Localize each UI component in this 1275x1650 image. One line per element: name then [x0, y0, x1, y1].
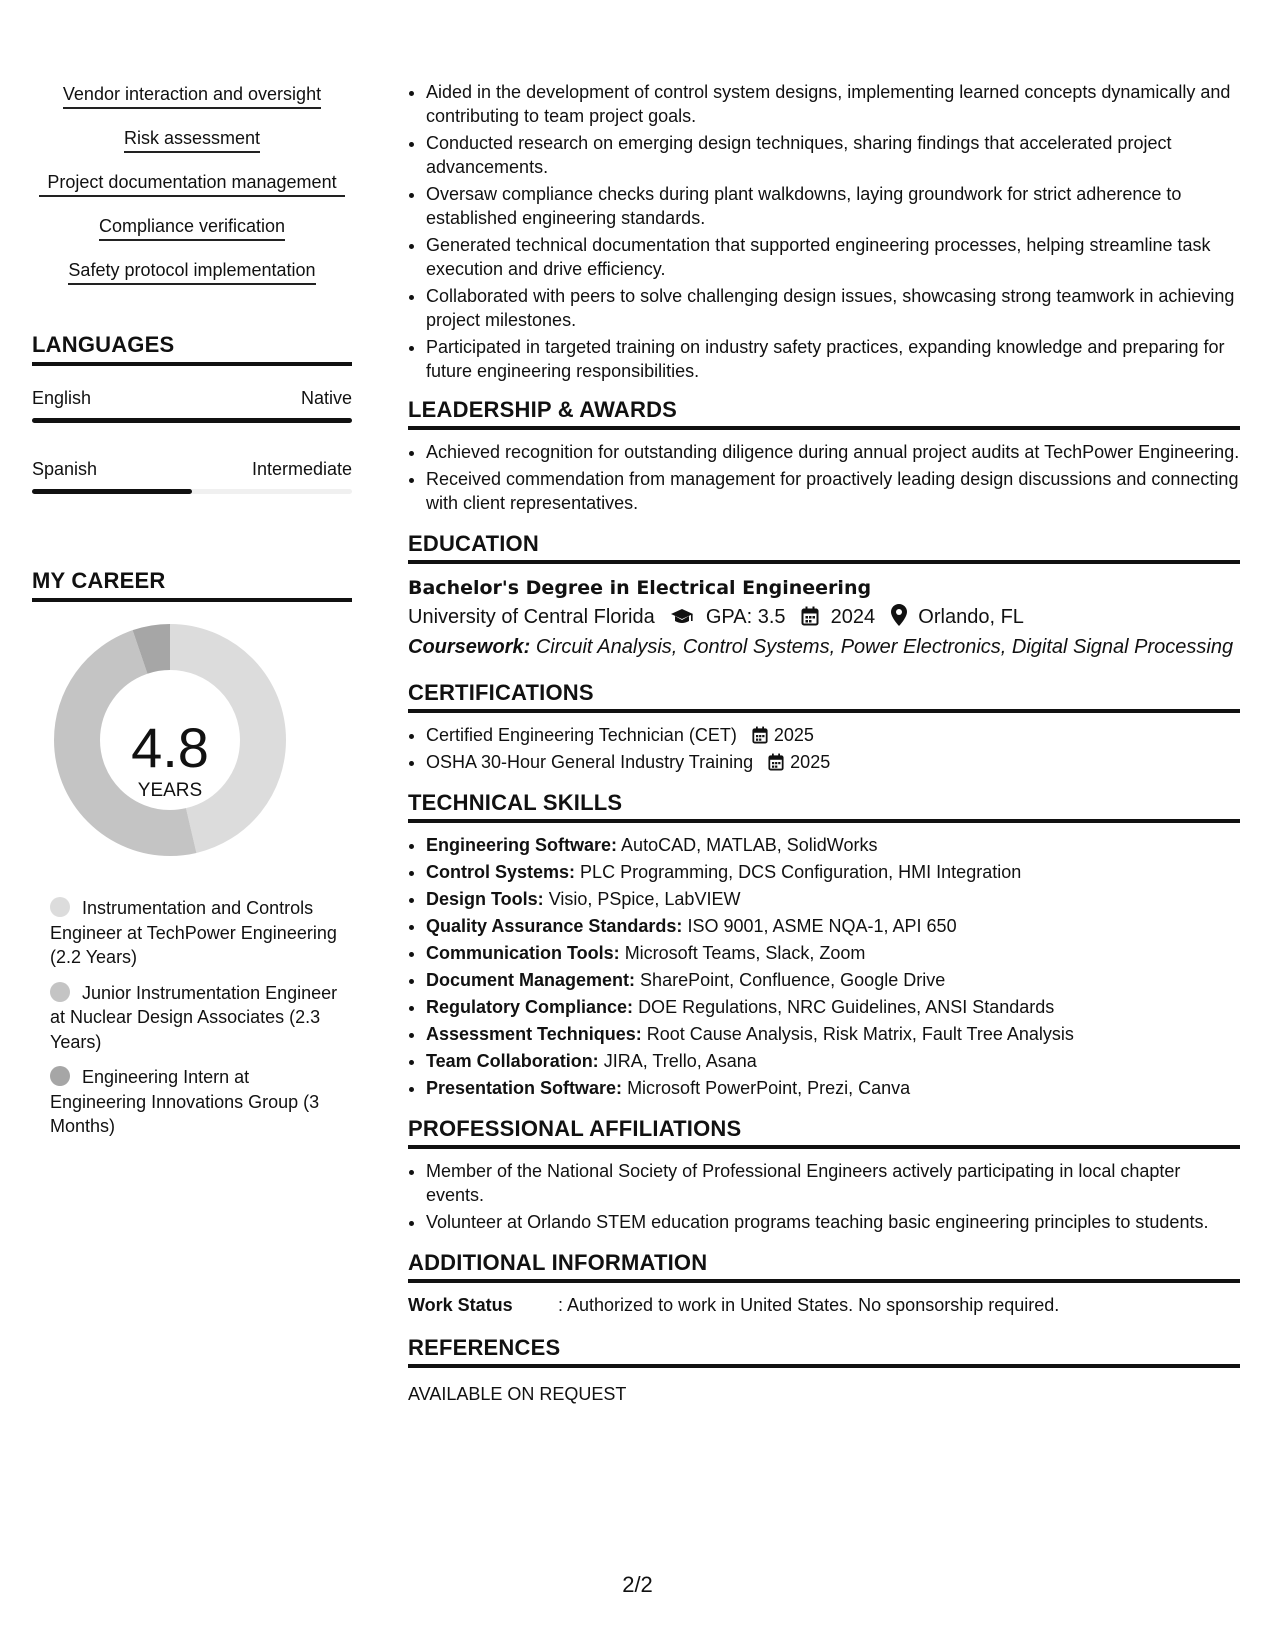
- skill-values: AutoCAD, MATLAB, SolidWorks: [621, 835, 878, 855]
- career-legend: [50, 896, 340, 1139]
- coursework: [408, 632, 1240, 662]
- skill-item: Risk assessment: [124, 126, 260, 153]
- skill-category: Engineering Software:: [426, 835, 618, 855]
- skill-item: Project documentation management: [39, 170, 345, 197]
- technical-skill-item: [426, 914, 1240, 938]
- legend-item: [50, 1065, 340, 1139]
- calendar-icon: [801, 606, 819, 626]
- skill-category: Team Collaboration:: [426, 1051, 599, 1071]
- technical-skills-list: [408, 833, 1240, 1100]
- leadership-item: • Received commendation from management for proactively leading design discussions and connecting with client representatives.: [426, 467, 1240, 515]
- language-level: Intermediate: [251, 459, 352, 479]
- skill-values: Microsoft Teams, Slack, Zoom: [624, 943, 866, 963]
- school-location: Orlando, FL: [918, 606, 1024, 628]
- language-bar: [32, 489, 352, 494]
- experience-bullet: • Aided in the development of control system designs, implementing learned concepts dynamically and contributing to team project goals.: [426, 80, 1240, 128]
- certifications-list: [408, 723, 1240, 774]
- work-status-value: : Authorized to work in United States. No sponsorship required.: [558, 1295, 1060, 1315]
- skill-item: Vendor interaction and oversight: [63, 82, 321, 109]
- career-unit: YEARS: [137, 780, 203, 801]
- coursework-label: Coursework:: [408, 636, 531, 658]
- references-text: AVAILABLE ON REQUEST: [408, 1384, 627, 1404]
- affiliation-item: • Volunteer at Orlando STEM education programs teaching basic engineering principles to students.: [426, 1210, 1240, 1234]
- skill-item: Safety protocol implementation: [68, 258, 315, 285]
- experience-bullet: • Generated technical documentation that supported engineering processes, helping streamline task execution and drive efficiency.: [426, 233, 1240, 281]
- skill-category: Communication Tools:: [426, 943, 620, 963]
- language-english: [32, 386, 352, 423]
- gpa: GPA: 3.5: [705, 606, 786, 628]
- legend-item: [50, 896, 340, 970]
- certification-item: [426, 723, 1240, 747]
- experience-bullets: [408, 80, 1240, 383]
- skill-category: Control Systems:: [426, 862, 576, 882]
- work-status-row: [408, 1293, 1240, 1317]
- skill-item: Compliance verification: [99, 214, 285, 241]
- experience-bullet: • Collaborated with peers to solve challenging design issues, showcasing strong teamwork in achieving project milestones.: [426, 284, 1240, 332]
- leadership-heading: LEADERSHIP & AWARDS: [408, 397, 1240, 430]
- affiliations-heading: PROFESSIONAL AFFILIATIONS: [408, 1116, 1240, 1149]
- skill-category: Assessment Techniques:: [426, 1024, 642, 1044]
- certification-year: 2025: [790, 752, 831, 772]
- skill-values: ISO 9001, ASME NQA-1, API 650: [687, 916, 957, 936]
- skill-category: Presentation Software:: [426, 1078, 623, 1098]
- technical-skill-item: [426, 1049, 1240, 1073]
- legend-dot: [50, 897, 70, 917]
- technical-skill-item: [426, 860, 1240, 884]
- skill-values: Microsoft PowerPoint, Prezi, Canva: [627, 1078, 911, 1098]
- skill-list: [32, 82, 352, 302]
- certification-item: [426, 750, 1240, 774]
- language-level: Native: [300, 388, 352, 408]
- skill-category: Quality Assurance Standards:: [426, 916, 683, 936]
- affiliation-item: • Member of the National Society of Professional Engineers actively participating in local chapter events.: [426, 1159, 1240, 1207]
- skill-values: DOE Regulations, NRC Guidelines, ANSI Standards: [638, 997, 1055, 1017]
- leadership-item: • Achieved recognition for outstanding diligence during annual project audits at TechPower Engineering.: [426, 440, 1240, 464]
- language-spanish: [32, 457, 352, 494]
- career-donut-chart: [32, 622, 352, 872]
- certification-name: OSHA 30-Hour General Industry Training: [426, 752, 754, 772]
- affiliations-list: [408, 1159, 1240, 1234]
- right-column: [408, 80, 1240, 1406]
- experience-bullet: • Conducted research on emerging design techniques, sharing findings that accelerated project advancements.: [426, 131, 1240, 179]
- legend-item: [50, 981, 340, 1055]
- skill-values: JIRA, Trello, Asana: [603, 1051, 757, 1071]
- language-bar: [32, 418, 352, 423]
- leadership-list: [408, 440, 1240, 515]
- certification-name: Certified Engineering Technician (CET): [426, 725, 737, 745]
- certification-year: 2025: [773, 725, 814, 745]
- skill-values: Root Cause Analysis, Risk Matrix, Fault Tree Analysis: [646, 1024, 1074, 1044]
- language-bar-fill: [32, 489, 192, 494]
- skill-values: PLC Programming, DCS Configuration, HMI Integration: [580, 862, 1022, 882]
- education-details: [408, 602, 1240, 632]
- additional-info-heading: ADDITIONAL INFORMATION: [408, 1250, 1240, 1283]
- technical-skills-heading: TECHNICAL SKILLS: [408, 790, 1240, 823]
- graduation-year: 2024: [830, 606, 876, 628]
- technical-skill-item: [426, 941, 1240, 965]
- skill-category: Document Management:: [426, 970, 636, 990]
- skill-category: Regulatory Compliance:: [426, 997, 634, 1017]
- school-name: University of Central Florida: [408, 606, 655, 628]
- technical-skill-item: [426, 887, 1240, 911]
- technical-skill-item: [426, 1076, 1240, 1100]
- work-status-label: Work Status: [408, 1295, 513, 1315]
- skill-values: Visio, PSpice, LabVIEW: [548, 889, 741, 909]
- legend-dot: [50, 1066, 70, 1086]
- language-name: English: [32, 388, 92, 408]
- degree-title: Bachelor's Degree in Electrical Engineering: [408, 577, 872, 599]
- legend-dot: [50, 982, 70, 1002]
- legend-label: Junior Instrumentation Engineer at Nuclear Design Associates (2.3 Years): [50, 982, 338, 1052]
- technical-skill-item: [426, 833, 1240, 857]
- career-total: 4.8: [131, 716, 209, 779]
- calendar-icon: [768, 753, 784, 771]
- education-entry: [408, 574, 1240, 662]
- language-name: Spanish: [32, 459, 98, 479]
- technical-skill-item: [426, 1022, 1240, 1046]
- experience-bullet: • Oversaw compliance checks during plant walkdowns, laying groundwork for strict adherence to established engineering standards.: [426, 182, 1240, 230]
- technical-skill-item: [426, 968, 1240, 992]
- left-column: [32, 82, 352, 1150]
- references-heading: REFERENCES: [408, 1335, 1240, 1368]
- languages-heading: LANGUAGES: [32, 332, 352, 366]
- graduation-cap-icon: [670, 608, 694, 626]
- experience-bullet: • Participated in targeted training on industry safety practices, expanding knowledge and preparing for future engineering responsibilities.: [426, 335, 1240, 383]
- skill-category: Design Tools:: [426, 889, 544, 909]
- education-heading: EDUCATION: [408, 531, 1240, 564]
- career-heading: MY CAREER: [32, 568, 352, 602]
- page-number: 2/2: [622, 1572, 653, 1597]
- certifications-heading: CERTIFICATIONS: [408, 680, 1240, 713]
- technical-skill-item: [426, 995, 1240, 1019]
- calendar-icon: [752, 726, 768, 744]
- skill-values: SharePoint, Confluence, Google Drive: [640, 970, 946, 990]
- location-pin-icon: [891, 604, 907, 626]
- coursework-value: Circuit Analysis, Control Systems, Power Electronics, Digital Signal Processing: [535, 636, 1234, 658]
- language-bar-fill: [32, 418, 352, 423]
- legend-label: Engineering Intern at Engineering Innovations Group (3 Months): [50, 1067, 320, 1136]
- legend-label: Instrumentation and Controls Engineer at TechPower Engineering (2.2 Years): [50, 898, 337, 967]
